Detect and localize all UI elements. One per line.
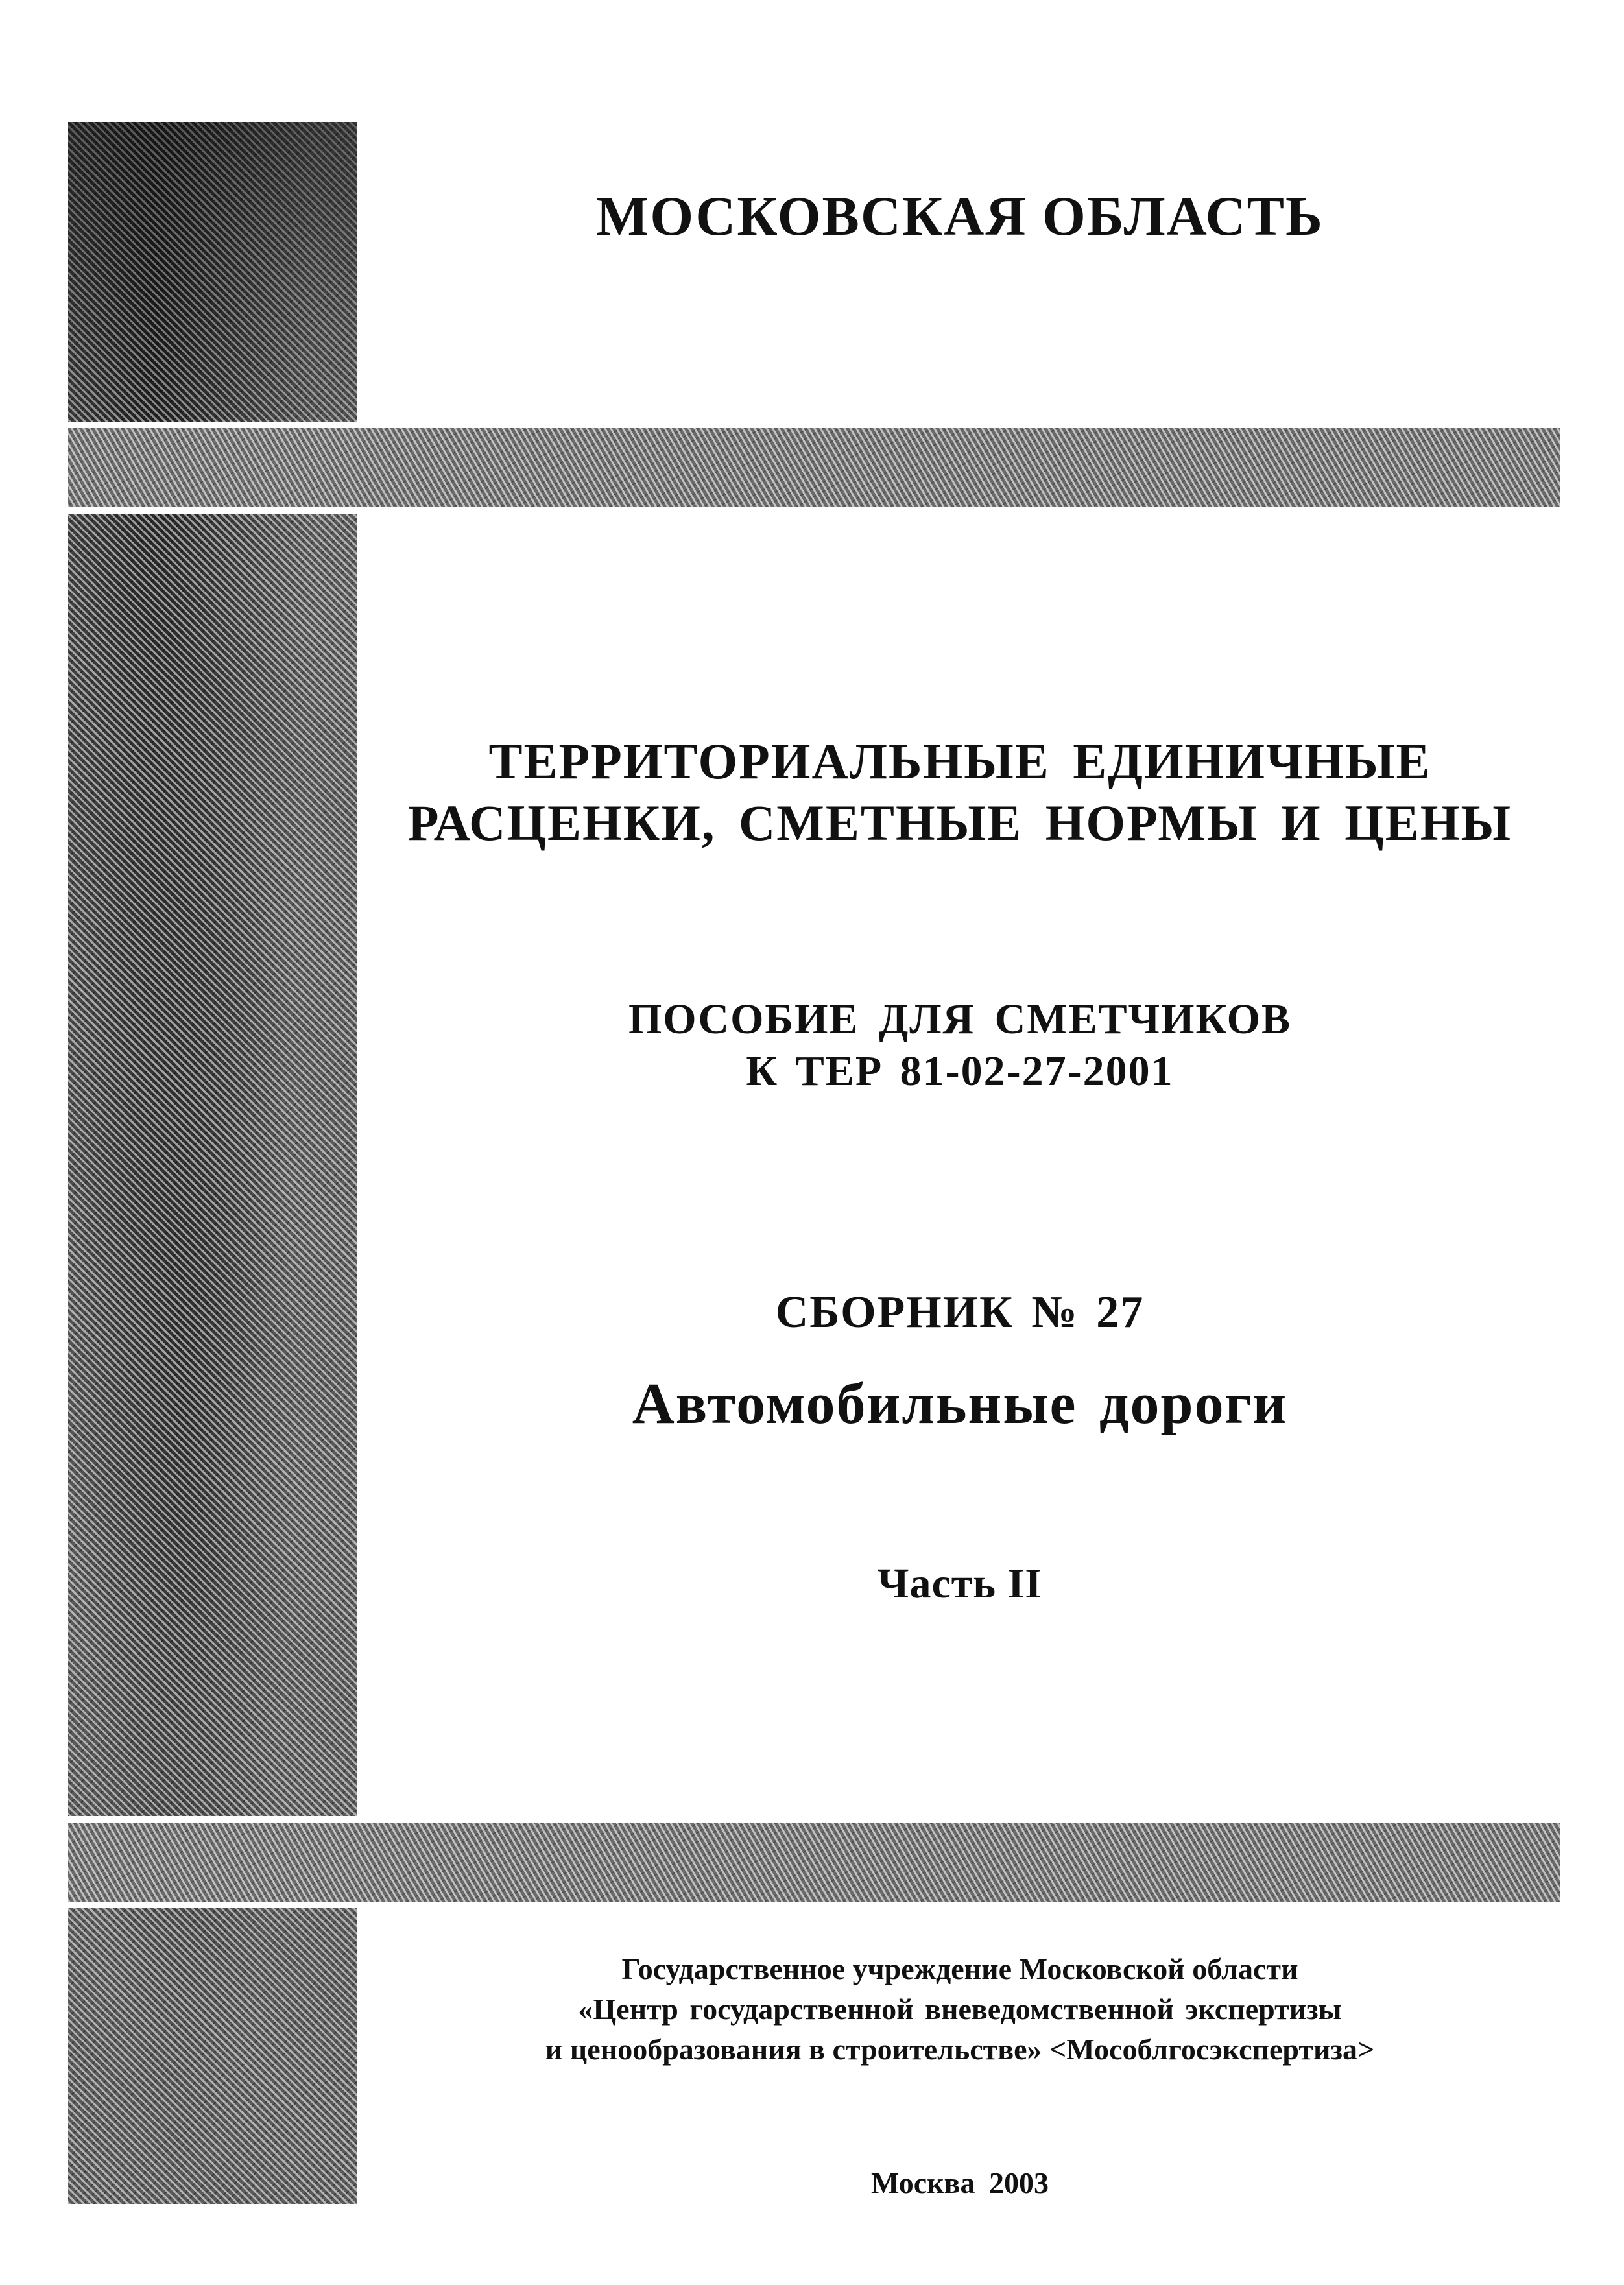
publisher-line-3: и ценообразования в строительстве» <Мособлгосэкспертиза> — [545, 2033, 1375, 2066]
collection-name: Автомобильные дороги — [632, 1372, 1288, 1436]
main-title-line-1: ТЕРРИТОРИАЛЬНЫЕ ЕДИНИЧНЫЕ — [488, 733, 1431, 789]
main-title-line-2: РАСЦЕНКИ, СМЕТНЫЕ НОРМЫ И ЦЕНЫ — [407, 795, 1512, 851]
top-pattern-band — [68, 428, 1560, 507]
part-label: Часть II — [878, 1560, 1042, 1607]
manual-title-line-2: К ТЕР 81-02-27-2001 — [746, 1047, 1174, 1095]
region-title: МОСКОВСКАЯ ОБЛАСТЬ — [596, 185, 1324, 247]
publisher-line-2: «Центр государственной вневедомственной экспертизы — [578, 1992, 1342, 2026]
bottom-pattern-band — [68, 1823, 1560, 1902]
collection-number: СБОРНИК № 27 — [775, 1287, 1145, 1337]
manual-title-line-1: ПОСОБИЕ ДЛЯ СМЕТЧИКОВ — [628, 996, 1292, 1043]
city-year: Москва 2003 — [870, 2166, 1049, 2199]
publisher-line-1: Государственное учреждение Московской области — [621, 1952, 1298, 1985]
band-gap-bottom — [68, 1816, 357, 1823]
band-gap-bottom-lower — [68, 1902, 357, 1908]
band-gap-top-lower — [68, 507, 357, 514]
band-gap-top — [68, 422, 357, 428]
